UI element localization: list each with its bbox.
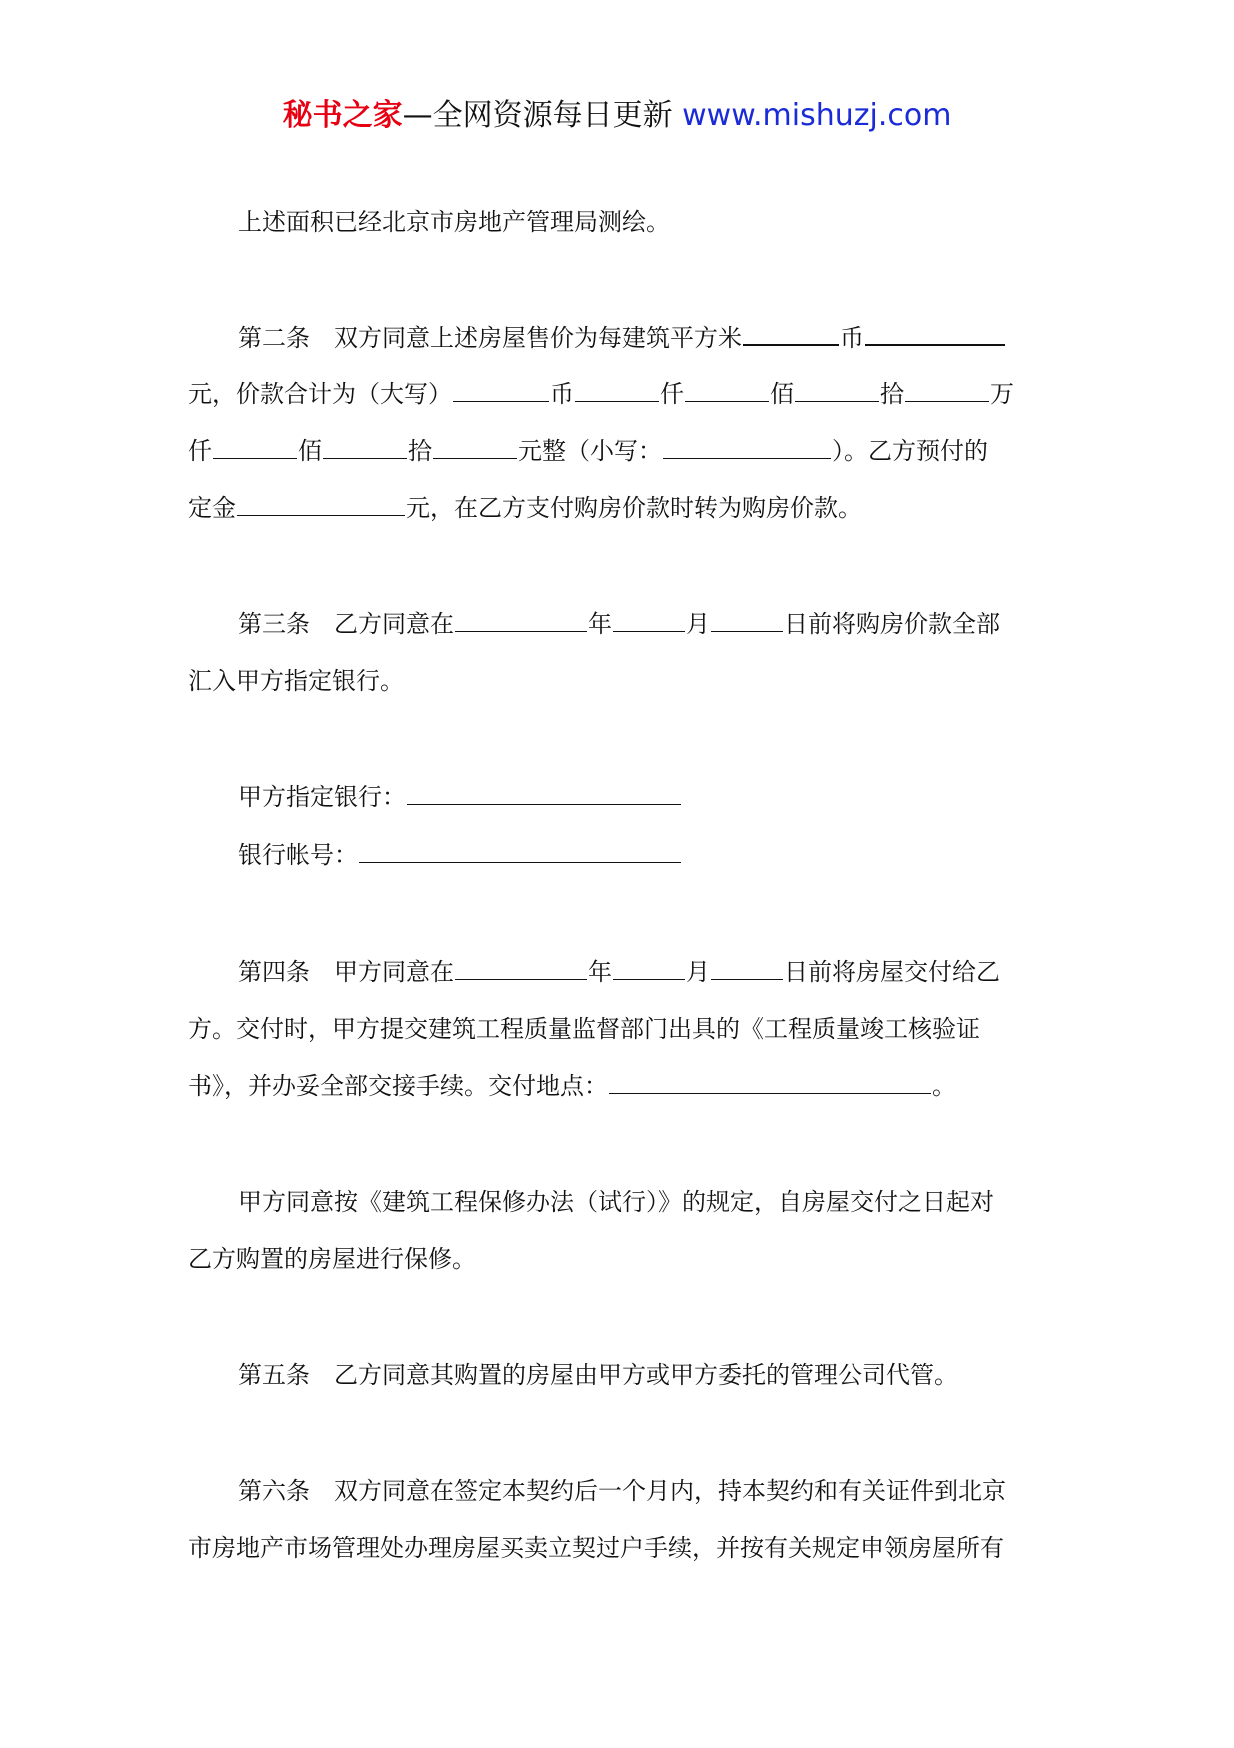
text: 佰 [770, 380, 794, 408]
text: 汇入甲方指定银行。 [188, 667, 404, 695]
text: 日前将房屋交付给乙 [784, 958, 1000, 986]
text: 市房地产市场管理处办理房屋买卖立契过户手续，并按有关规定申领房屋所有 [188, 1534, 1004, 1562]
text: 方。交付时，甲方提交建筑工程质量监督部门出具的《工程质量竣工核验证 [188, 1015, 980, 1043]
text: 日前将购房价款全部 [784, 610, 1000, 638]
text: ）。乙方预付的 [832, 437, 988, 465]
article-2-line-4 [188, 491, 862, 525]
text: 乙方购置的房屋进行保修。 [188, 1245, 476, 1273]
handover-year-blank[interactable] [455, 955, 587, 980]
bank-account-label: 银行帐号： [238, 841, 358, 869]
total-bai-blank[interactable] [685, 377, 769, 402]
payment-day-blank[interactable] [711, 607, 783, 632]
text: 佰 [298, 437, 322, 465]
text: 仟 [660, 380, 684, 408]
article-6-line-2 [188, 1531, 1004, 1565]
article-2-line-1 [238, 320, 1006, 355]
deposit-amount-blank[interactable] [237, 491, 405, 516]
text: 元，价款合计为（大写） [188, 380, 452, 408]
text: 第四条 甲方同意在 [238, 958, 454, 986]
price-per-sqm-currency-blank[interactable] [743, 320, 839, 346]
handover-location-blank[interactable] [609, 1069, 931, 1094]
text: 。 [932, 1072, 956, 1100]
article-3-line-1 [238, 607, 1000, 641]
article-4-line-1 [238, 955, 1000, 989]
bank-name-line [238, 780, 682, 814]
text: 月 [686, 610, 710, 638]
handover-day-blank[interactable] [711, 955, 783, 980]
bank-name-blank[interactable] [407, 780, 681, 805]
total-yuan-blank[interactable] [433, 434, 517, 459]
article-4-line-3 [188, 1069, 956, 1103]
text: 元，在乙方支付购房价款时转为购房价款。 [406, 494, 862, 522]
text: 拾 [880, 380, 904, 408]
article-5 [238, 1358, 958, 1392]
payment-year-blank[interactable] [455, 607, 587, 632]
total-shi-blank[interactable] [795, 377, 879, 402]
text: 第五条 乙方同意其购置的房屋由甲方或甲方委托的管理公司代管。 [238, 1361, 958, 1389]
total-wan-qian-blank[interactable] [213, 434, 297, 459]
site-url-link[interactable]: www.mishuzj.com [682, 98, 952, 133]
text: 上述面积已经北京市房地产管理局测绘。 [238, 208, 670, 236]
text: 第六条 双方同意在签定本契约后一个月内，持本契约和有关证件到北京 [238, 1477, 1006, 1505]
text: 拾 [408, 437, 432, 465]
text: 年 [588, 958, 612, 986]
total-wan-bai-blank[interactable] [323, 434, 407, 459]
total-lowercase-blank[interactable] [663, 434, 831, 459]
text: 元整（小写： [518, 437, 662, 465]
text: 万 [990, 380, 1014, 408]
text: 第二条 双方同意上述房屋售价为每建筑平方米 [238, 324, 742, 352]
text: 币 [840, 324, 864, 352]
bank-account-blank[interactable] [359, 838, 681, 863]
warranty-line-1 [238, 1185, 994, 1219]
text: 书》，并办妥全部交接手续。交付地点： [188, 1072, 608, 1100]
article-6-line-1 [238, 1474, 1006, 1508]
price-per-sqm-amount-blank[interactable] [865, 320, 1005, 346]
article-2-line-2 [188, 377, 1014, 411]
site-header [0, 98, 1234, 134]
text: 仟 [188, 437, 212, 465]
brand-name: 秘书之家 [282, 98, 403, 133]
article-2-line-3 [188, 434, 988, 468]
article-4-line-2 [188, 1012, 980, 1046]
text: 年 [588, 610, 612, 638]
handover-month-blank[interactable] [613, 955, 685, 980]
total-qian-blank[interactable] [575, 377, 659, 402]
paragraph-survey [238, 205, 670, 239]
text: 甲方同意按《建筑工程保修办法（试行）》的规定，自房屋交付之日起对 [238, 1188, 994, 1216]
text: 月 [686, 958, 710, 986]
total-wan-blank[interactable] [905, 377, 989, 402]
text: 币 [550, 380, 574, 408]
text: 定金 [188, 494, 236, 522]
header-slogan: —全网资源每日更新 [402, 98, 673, 133]
payment-month-blank[interactable] [613, 607, 685, 632]
bank-account-line [238, 838, 682, 872]
text: 第三条 乙方同意在 [238, 610, 454, 638]
article-3-line-2 [188, 664, 404, 698]
bank-name-label: 甲方指定银行： [238, 783, 406, 811]
total-currency-blank[interactable] [453, 377, 549, 402]
warranty-line-2 [188, 1242, 476, 1276]
